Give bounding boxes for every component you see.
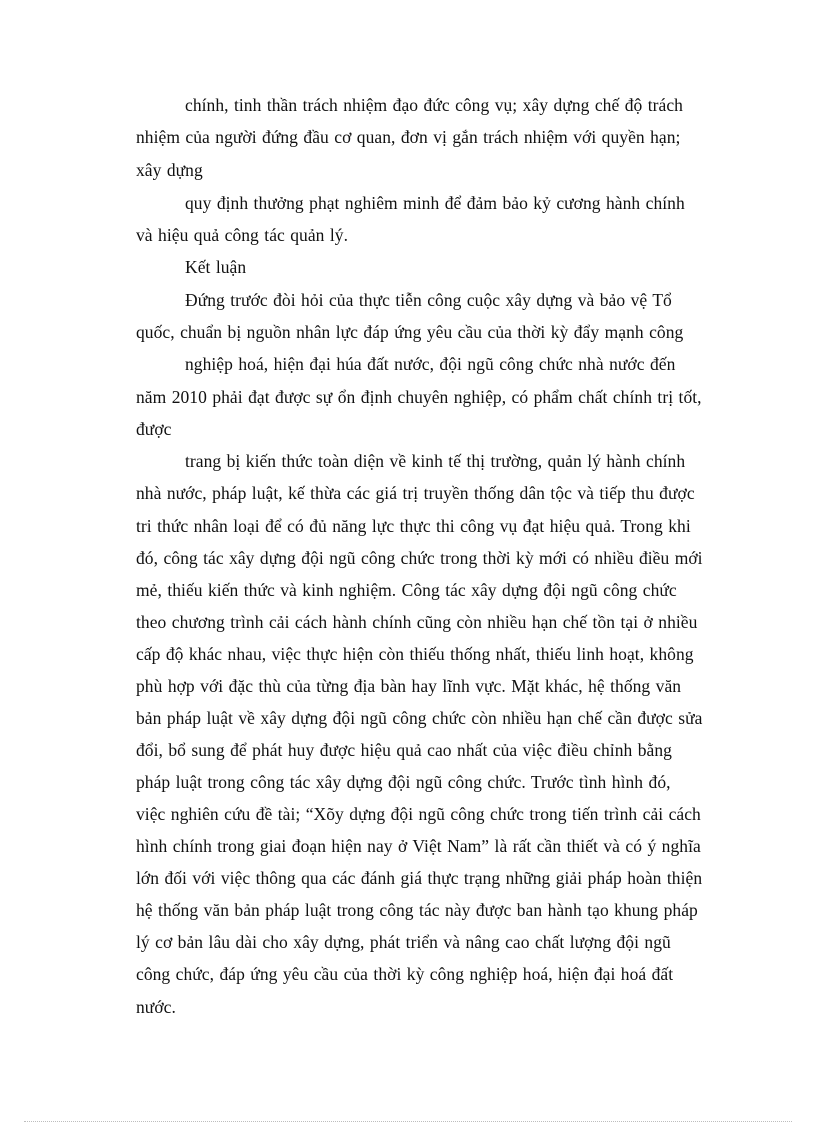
text-line: hình chính trong giai đoạn hiện nay ở Việt Nam” là rất cần thiết và có ý nghĩa [136, 836, 701, 856]
text-line: chính, tinh thần trách nhiệm đạo đức công vụ; xây dựng chế độ trách [185, 95, 683, 115]
text-line: được [136, 419, 172, 439]
text-line: nghiệp hoá, hiện đại húa đất nước, đội ngũ công chức nhà nước đến [185, 354, 676, 374]
text-line: mẻ, thiếu kiến thức và kinh nghiệm. Công tác xây dựng đội ngũ công chức [136, 580, 677, 600]
text-line: đổi, bổ sung để phát huy được hiệu quả cao nhất của việc điều chỉnh bằng [136, 740, 672, 760]
text-line: nhiệm của người đứng đầu cơ quan, đơn vị gắn trách nhiệm với quyền hạn; [136, 127, 681, 147]
text-line: bản pháp luật về xây dựng đội ngũ công chức còn nhiều hạn chế cần được sửa [136, 708, 703, 728]
text-line: tri thức nhân loại để có đủ năng lực thực thi công vụ đạt hiệu quả. Trong khi [136, 516, 691, 536]
text-line: phù hợp với đặc thù của từng địa bàn hay lĩnh vực. Mặt khác, hệ thống văn [136, 676, 682, 696]
text-line: nhà nước, pháp luật, kế thừa các giá trị truyền thống dân tộc và tiếp thu được [136, 483, 695, 503]
text-line: cấp độ khác nhau, việc thực hiện còn thiếu thống nhất, thiếu linh hoạt, không [136, 644, 694, 664]
text-line: trang bị kiến thức toàn diện về kinh tế thị trường, quản lý hành chính [185, 451, 686, 471]
section-heading: Kết luận [185, 257, 247, 277]
text-line: lý cơ bản lâu dài cho xây dựng, phát triển và nâng cao chất lượng đội ngũ [136, 932, 671, 952]
text-line: năm 2010 phải đạt được sự ổn định chuyên nghiệp, có phẩm chất chính trị tốt, [136, 387, 702, 407]
text-line: lớn đối với việc thông qua các đánh giá thực trạng những giải pháp hoàn thiện [136, 868, 703, 888]
text-line: và hiệu quả công tác quản lý. [136, 225, 349, 245]
text-line: Đứng trước đòi hỏi của thực tiễn công cuộc xây dựng và bảo vệ Tổ [185, 290, 672, 310]
text-line: theo chương trình cải cách hành chính cũng còn nhiều hạn chế tồn tại ở nhiều [136, 612, 698, 632]
text-line: công chức, đáp ứng yêu cầu của thời kỳ công nghiệp hoá, hiện đại hoá đất [136, 964, 674, 984]
text-line: quốc, chuẩn bị nguồn nhân lực đáp ứng yêu cầu của thời kỳ đẩy mạnh công [136, 322, 684, 342]
text-line: pháp luật trong công tác xây dựng đội ngũ công chức. Trước tình hình đó, [136, 772, 671, 792]
text-line: việc nghiên cứu đề tài; “Xõy dựng đội ngũ công chức trong tiến trình cải cách [136, 804, 701, 824]
text-line: xây dựng [136, 160, 203, 180]
page-bottom-rule [24, 1121, 792, 1122]
text-line: hệ thống văn bản pháp luật trong công tác này được ban hành tạo khung pháp [136, 900, 698, 920]
text-line: đó, công tác xây dựng đội ngũ công chức trong thời kỳ mới có nhiều điều mới [136, 548, 703, 568]
text-line: nước. [136, 997, 176, 1017]
text-line: quy định thưởng phạt nghiêm minh để đảm bảo kỷ cương hành chính [185, 193, 685, 213]
